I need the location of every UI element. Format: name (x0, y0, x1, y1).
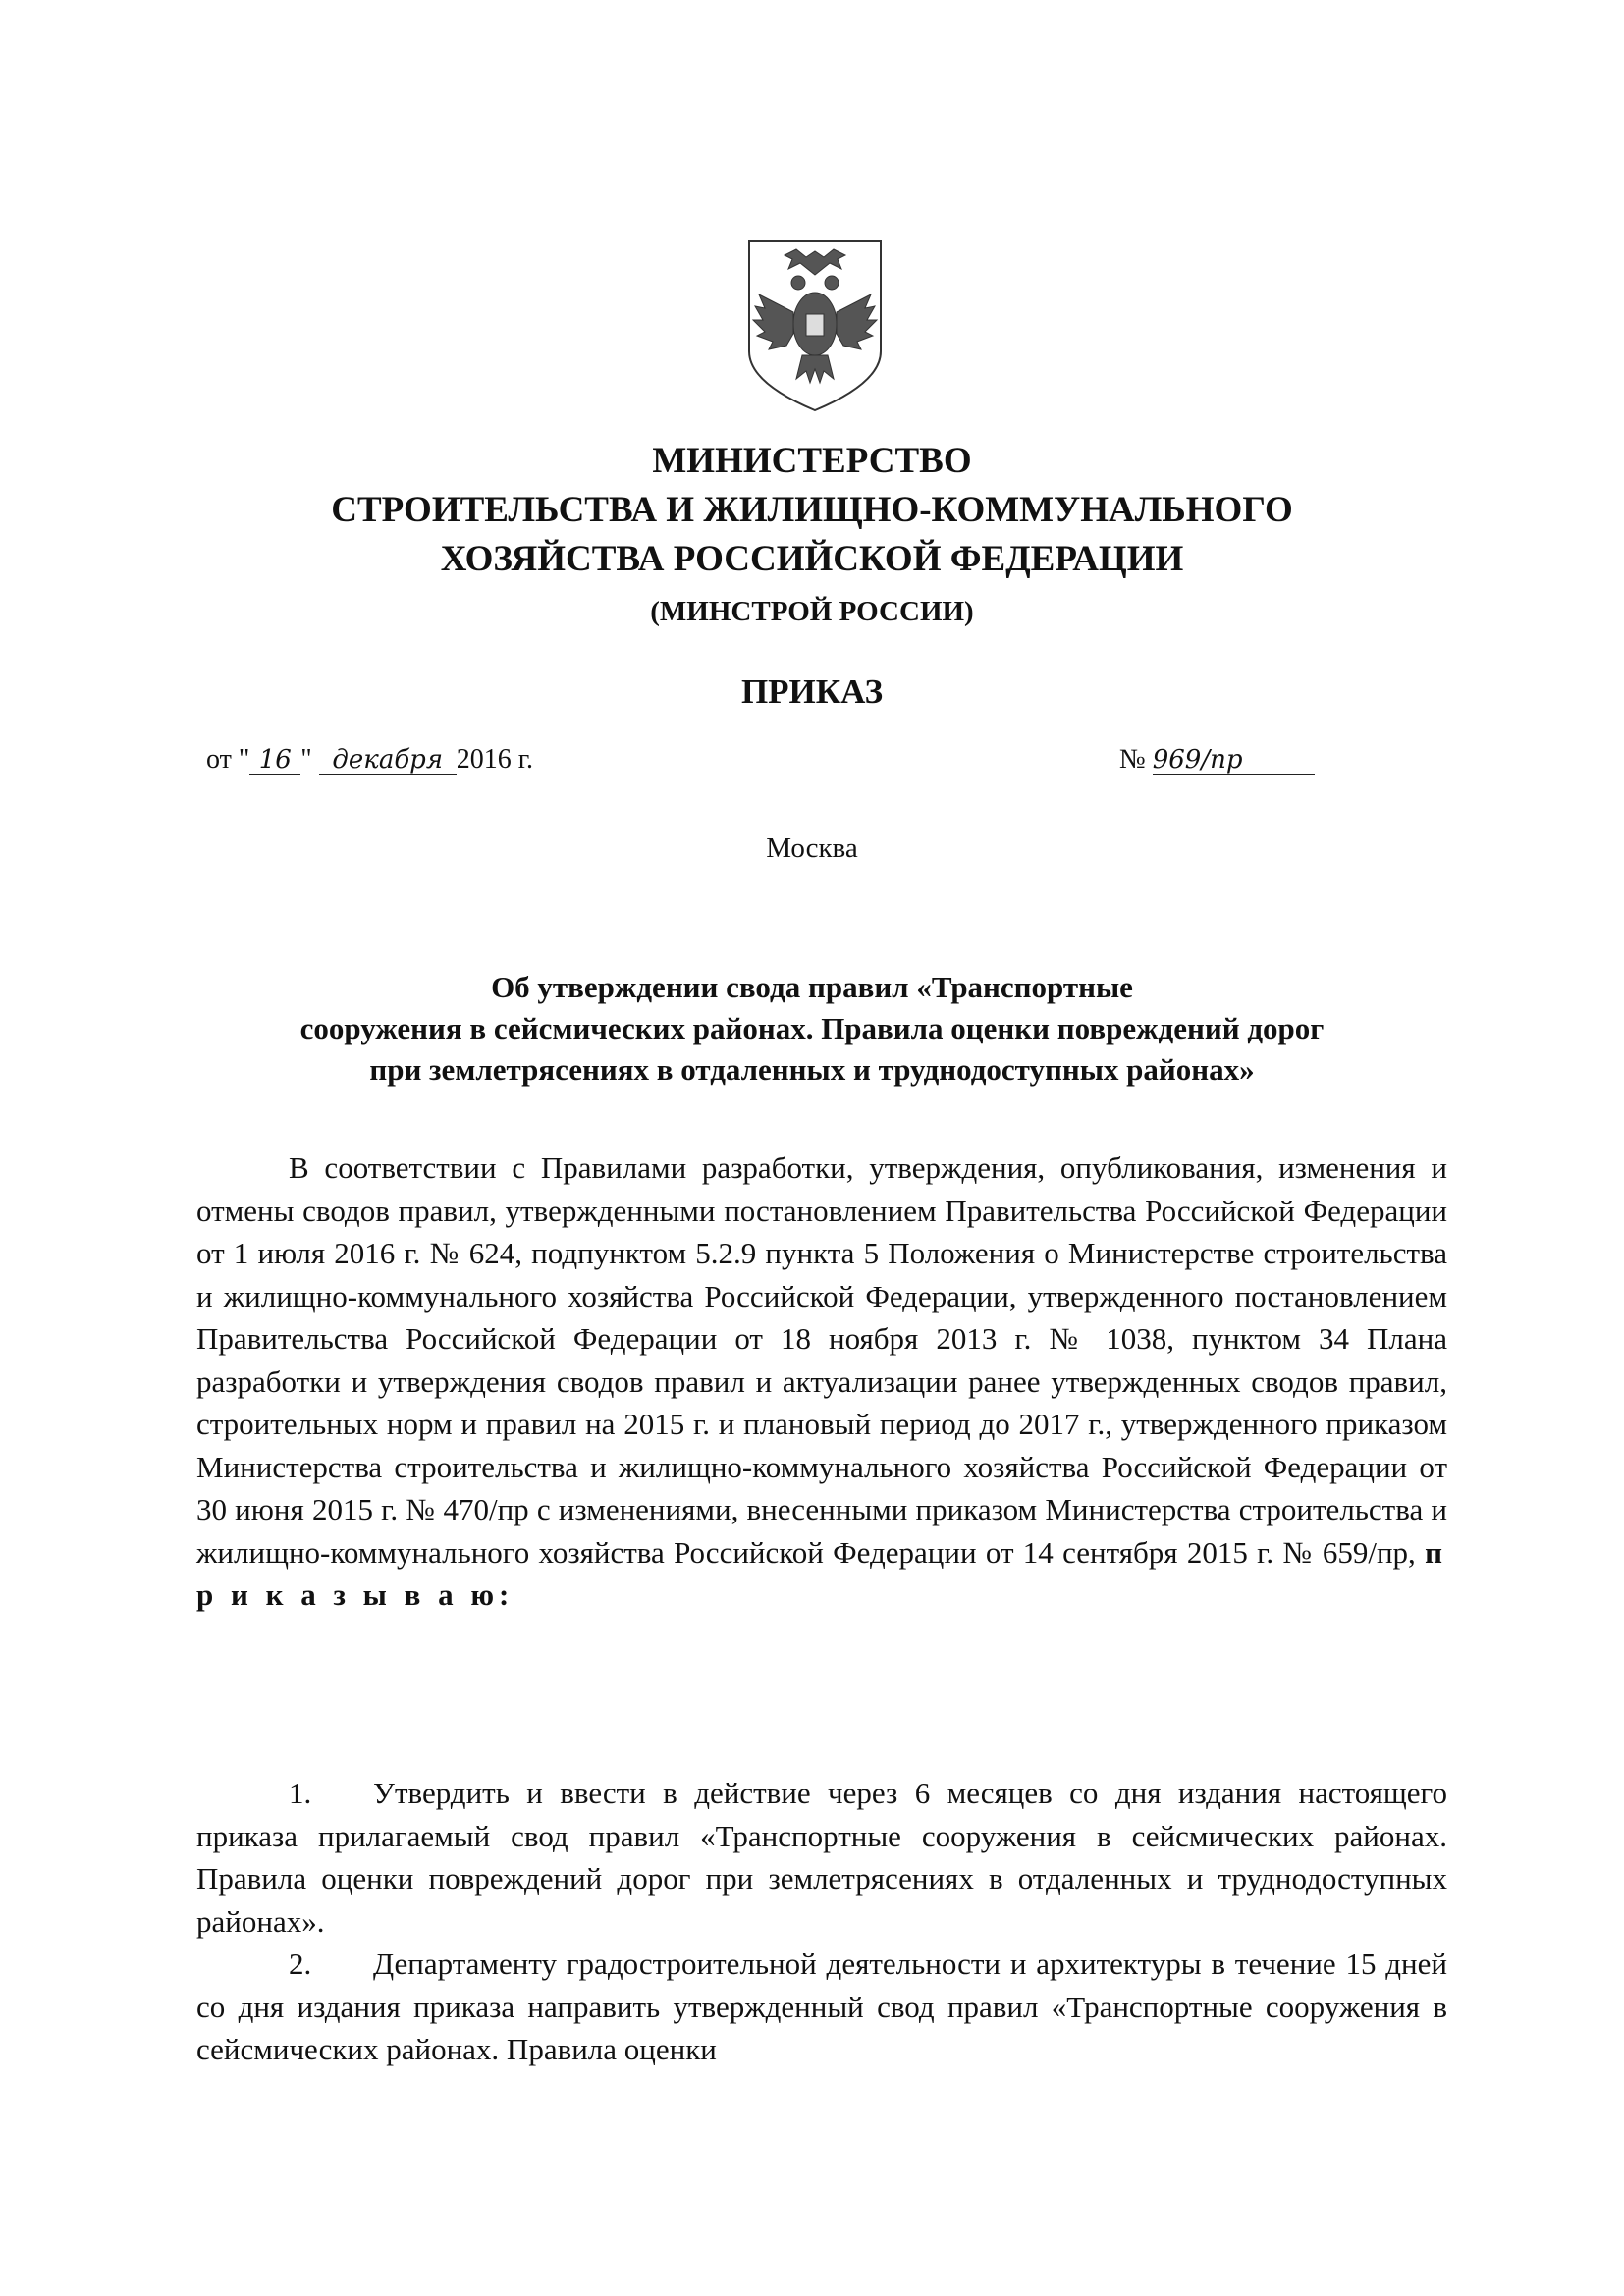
preamble (196, 1147, 1447, 1617)
order-item (196, 1772, 1447, 1943)
item-text: Департаменту градостроительной деятельности и архитектуры в течение 15 дней со дня издания приказа направить утвержденный свод правил «Транспортные сооружения в сейсмических районах. Правила оценки (196, 1947, 1447, 2066)
preamble-text: В соответствии с Правилами разработки, утверждения, опубликования, изменения и отмены сводов правил, утвержденными постановлением Правительства Российской Федерации от 1 июля 2016 г. № 624, подпунктом 5.2.9 пункта 5 Положения о Министерстве строительства и жилищно-коммунального хозяйства Российской Федерации, утвержденного постановлением Правительства Российской Федерации от 18 ноября 2013 г. № 1038, пунктом 34 Плана разработки и утверждения сводов правил и актуализации ранее утвержденных сводов правил, строительных норм и правил на 2015 г. и плановый период до 2017 г., утвержденного приказом Министерства строительства и жилищно-коммунального хозяйства Российской Федерации от 30 июня 2015 г. № 470/пр с изменениями, внесенными приказом Министерства строительства и жилищно-коммунального хозяйства Российской Федерации от 14 сентября 2015 г. № 659/пр, (196, 1150, 1447, 1570)
order-item (196, 1943, 1447, 2071)
ministry-line-3: ХОЗЯЙСТВА РОССИЙСКОЙ ФЕДЕРАЦИИ (440, 539, 1184, 579)
coat-of-arms-emblem (741, 236, 889, 417)
ministry-line-2: СТРОИТЕЛЬСТВА И ЖИЛИЩНО-КОММУНАЛЬНОГО (331, 490, 1293, 530)
item-text: Утвердить и ввести в действие через 6 месяцев со дня издания настоящего приказа прилагаемый свод правил «Транспортные сооружения в сейсмических районах. Правила оценки повреждений дорог при землетрясениях в отдаленных и труднодоступных районах». (196, 1776, 1447, 1939)
date-day: 16 (249, 745, 300, 775)
date-month: декабря (319, 745, 457, 775)
title-line-1: Об утверждении свода правил «Транспортные (491, 970, 1133, 1004)
ministry-line-1: МИНИСТЕРСТВО (652, 441, 972, 481)
order-title (0, 967, 1624, 1091)
order-date (206, 744, 533, 775)
ministry-short-name: (МИНСТРОЙ РОССИИ) (650, 596, 974, 627)
item-number: 1. (289, 1776, 312, 1810)
date-year: 2016 г. (456, 744, 534, 774)
city: Москва (766, 832, 858, 864)
title-line-2: сооружения в сейсмических районах. Правила оценки повреждений дорог (299, 1011, 1325, 1045)
ministry-name (0, 437, 1624, 584)
date-quote: " (300, 744, 312, 774)
document-type: ПРИКАЗ (740, 672, 884, 711)
number-value: 969/пр (1153, 745, 1315, 775)
order-number (1119, 744, 1315, 775)
date-prefix: от " (206, 744, 250, 774)
double-headed-eagle-icon (741, 236, 889, 417)
order-items (196, 1772, 1447, 2071)
preamble-paragraph (196, 1147, 1447, 1617)
title-line-3: при землетрясениях в отдаленных и труднодоступных районах» (369, 1052, 1255, 1087)
order-word: п р и к а з ы в а ю: (196, 1534, 1447, 1612)
item-number: 2. (289, 1947, 312, 1981)
number-prefix: № (1119, 744, 1146, 774)
